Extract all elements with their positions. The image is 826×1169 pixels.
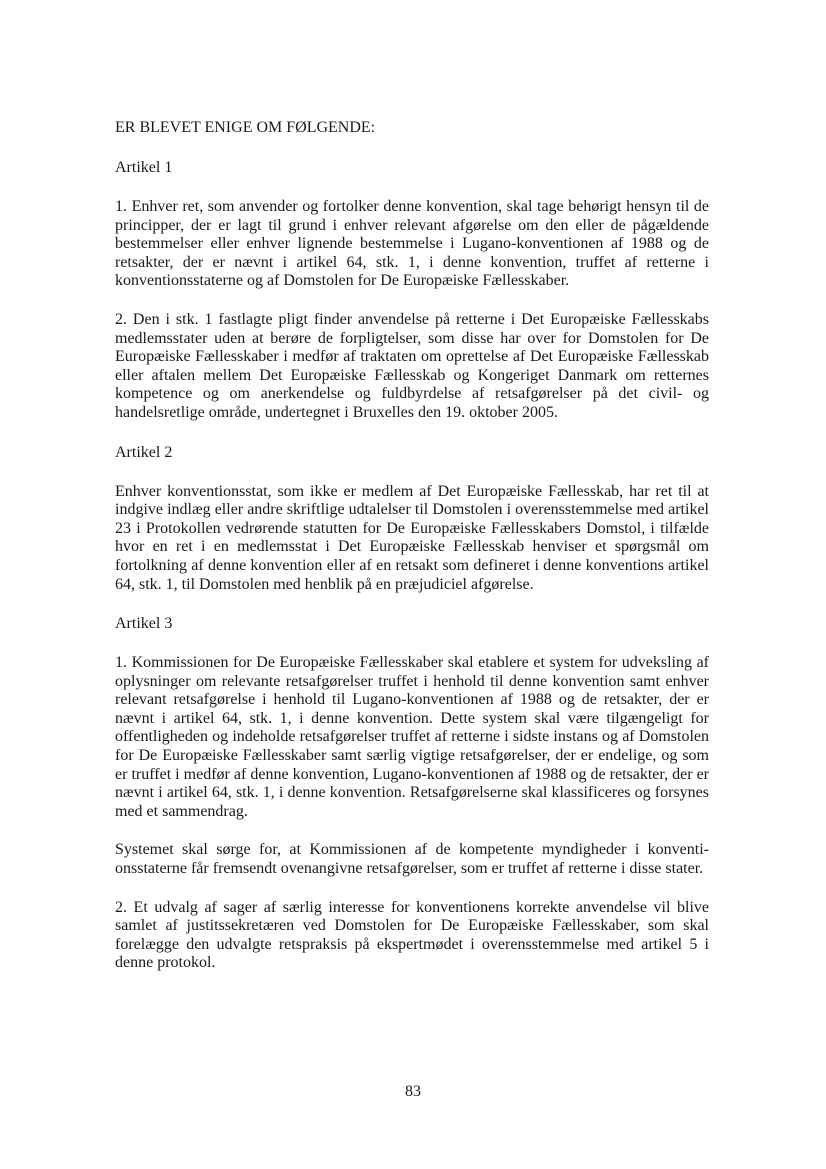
paragraph: Enhver konventionsstat, som ikke er medlem af Det Europæiske Fællesskab, har ret til at indgive indlæg eller andre skriftlige udtalelser til Domstolen i overensstemmelse med artikel 23 i Protokollen vedrørende statutten for De Europæiske Fællesskabers Domstol, i tilfælde hvor en ret i en medlemsstat i Det Europæiske Fællesskab henviser et spørgsmål om fortolkning af denne konvention eller af en retsakt som defineret i denne konventions artikel 64, stk. 1, til Domstolen med henblik på en præjudiciel afgørelse. <box>115 482 709 593</box>
paragraph: 1. Enhver ret, som anvender og fortolker denne konvention, skal tage behørigt hensyn til de principper, der er lagt til grund i enhver relevant afgørelse om den eller de pågældende bestemmelser eller enhver lignende bestemmelse i Lugano-konventionen af 1988 og de retsakter, der er nævnt i artikel 64, stk. 1, i denne konvention, truffet af retterne i konventionsstaterne og af Domstolen for De Europæiske Fællesskaber. <box>115 198 709 290</box>
article-title: Artikel 3 <box>115 615 173 633</box>
paragraph: 2. Et udvalg af sager af særlig interesse for konventionens korrekte anvendelse vil blive samlet af justitssekretæren ved Domstolen for De Europæiske Fællesskaber, som skal forelægge den udvalgte retspraksis på ekspertmødet i overensstemmelse med artikel 5 i denne protokol. <box>115 898 709 972</box>
document-body <box>115 118 709 993</box>
document-heading: ER BLEVET ENIGE OM FØLGENDE: <box>115 119 376 136</box>
article-3 <box>115 614 709 973</box>
paragraph: Systemet skal sørge for, at Kommissionen af de kompetente myndigheder i konventionsstaterne får fremsendt ovenangivne retsafgørelser, som er truffet af retterne i disse stater. <box>115 841 709 878</box>
paragraph: 1. Kommissionen for De Europæiske Fællesskaber skal etablere et system for udveksling af oplysninger om relevante retsafgørelser truffet i henhold til denne konvention samt enhver relevant retsafgørelse i henhold til Lugano-konventionen af 1988 og de retsakter, der er nævnt i artikel 64, stk. 1, i denne konvention. Dette system skal være tilgængeligt for offentligheden og indeholde retsafgørelser truffet af retterne i sidste instans og af Domstolen for De Europæiske Fællesskaber samt særlig vigtige retsafgørelser, der er endelige, og som er truffet i medfør af denne konvention, Lugano-konventionen af 1988 og de retsakter, der er nævnt i artikel 64, stk. 1, i denne konvention. Retsafgørelserne skal klassificeres og forsynes med et sammendrag. <box>115 654 709 820</box>
page-number: 83 <box>405 1083 421 1100</box>
article-2 <box>115 443 709 595</box>
article-1 <box>115 158 709 423</box>
article-title: Artikel 2 <box>115 443 173 461</box>
paragraph: 2. Den i stk. 1 fastlagte pligt finder anvendelse på retterne i Det Europæiske Fællesskabs medlemsstater uden at berøre de forpligtelser, som disse har over for Domstolen for De Europæiske Fællesskaber i medfør af traktaten om oprettelse af Det Europæiske Fællesskab eller aftalen mellem Det Europæiske Fællesskab og Kongeriget Danmark om retternes kompetence og om anerkendelse og fuldbyrdelse af retsafgørelser på det civil- og handelsretlige område, undertegnet i Bruxelles den 19. oktober 2005. <box>115 310 709 421</box>
article-title: Artikel 1 <box>115 159 173 176</box>
